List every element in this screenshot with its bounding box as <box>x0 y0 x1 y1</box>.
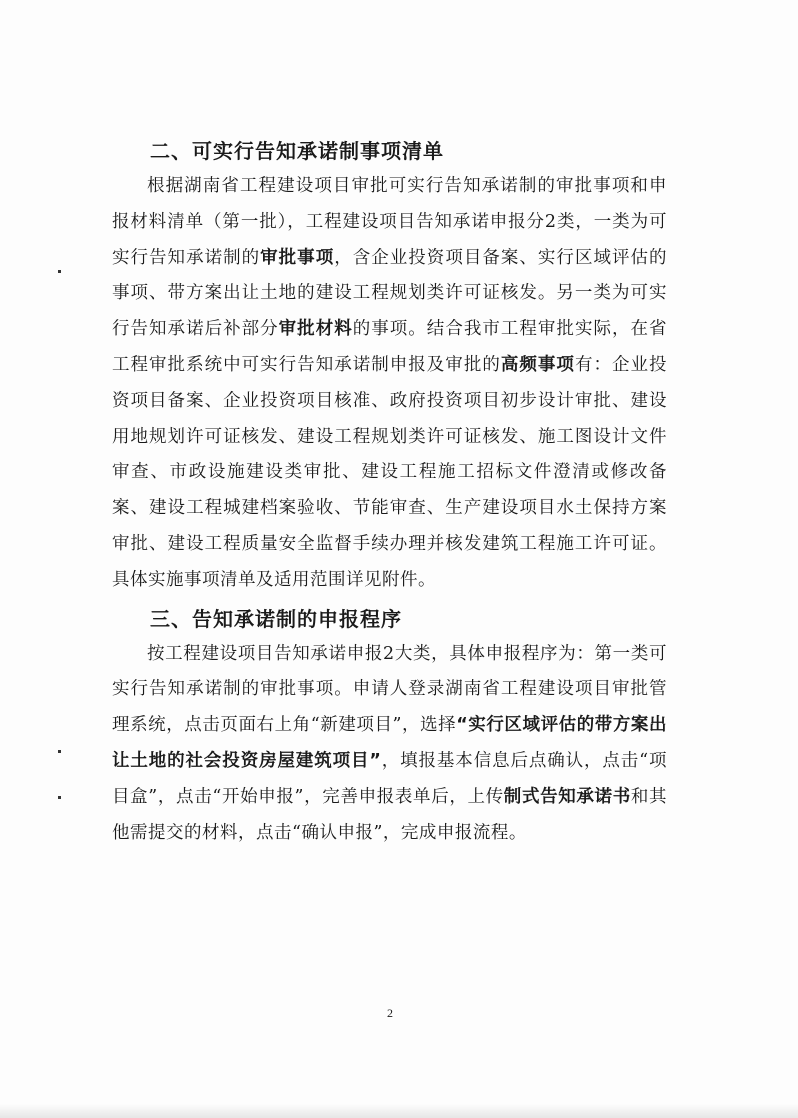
text-run: ，填报基本信息后点确认，点击“项目盒”，点击“开始申报”，完善申报表单后，上传 <box>112 750 667 807</box>
scan-margin-mark <box>58 270 61 273</box>
page-number: 2 <box>387 1006 393 1020</box>
text-run: 和其他需提交的材料，点击“确认申报”，完成申报流程。 <box>112 786 668 843</box>
emphasized-text: 制式告知承诺书 <box>503 786 631 807</box>
emphasized-text: “实行区域评估的带方案出让土地的社会投资房屋建筑项目” <box>112 715 667 771</box>
section-3-paragraph <box>112 637 667 852</box>
text-run: 有：企业投资项目备案、企业投资项目核准、政府投资项目初步设计审批、建设用地规划许可证核发、建设工程规划类许可证核发、施工图设计文件审查、市政设施建设类审批、建设工程施工招标文件澄清或修改备案、建设工程城建档案验收、节能审查、生产建设项目水土保持方案审批、建设工程质量安全监督手续办理并核发建筑工程施工许可证。具体实施事项清单及适用范围详见附件。 <box>112 354 668 590</box>
text-run: ，含企业投资项目备案、实行区域评估的事项、带方案出让土地的建设工程规划类许可证核发。另一类为可实行告知承诺后补部分 <box>112 247 668 340</box>
text-run: 按工程建设项目告知承诺申报2大类，具体申报程序为：第一类可实行告知承诺制的审批事项。申请人登录湖南省工程建设项目审批管理系统，点击页面右上角“新建项目”，选择 <box>112 643 667 736</box>
text-run: 的事项。结合我市工程审批实际，在省工程审批系统中可实行告知承诺制申报及审批的 <box>112 319 668 375</box>
section-2-paragraph <box>112 169 667 599</box>
text-run: 根据湖南省工程建设项目审批可实行告知承诺制的审批事项和申报材料清单（第一批），工程建设项目告知承诺申报分2类，一类为可实行告知承诺制的 <box>112 176 667 268</box>
section-3-heading: 三、告知承诺制的申报程序 <box>150 606 402 631</box>
emphasized-text: 审批材料 <box>278 319 353 340</box>
scan-margin-mark <box>58 750 61 753</box>
emphasized-text: 审批事项 <box>260 247 335 268</box>
scan-edge <box>0 1104 798 1118</box>
section-2-heading: 二、可实行告知承诺制事项清单 <box>150 139 444 163</box>
emphasized-text: 高频事项 <box>500 354 575 375</box>
document-body <box>112 133 667 851</box>
scan-margin-mark <box>58 796 61 799</box>
